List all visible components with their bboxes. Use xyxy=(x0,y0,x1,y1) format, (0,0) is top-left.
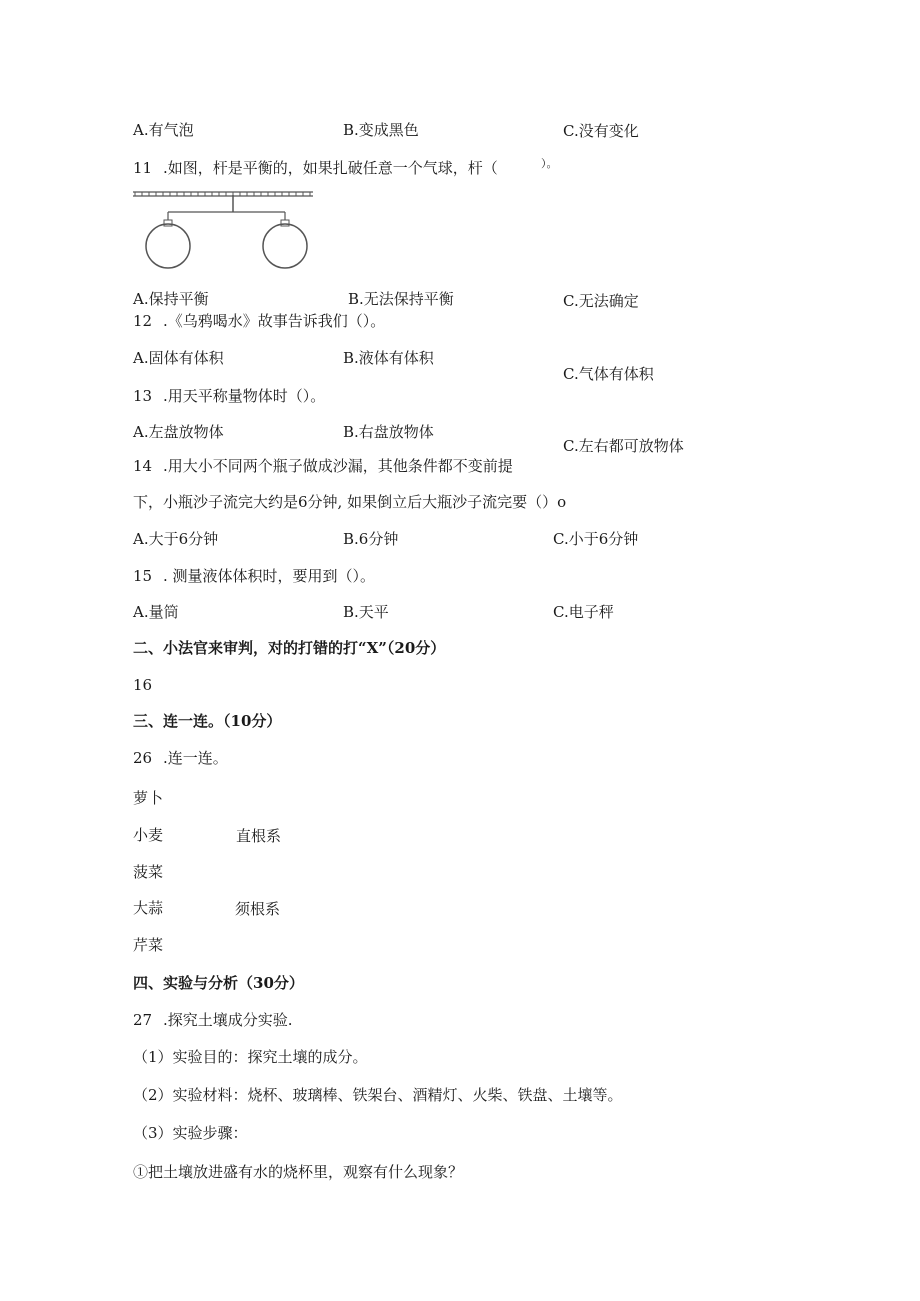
q13-option-c: C.左右都可放物体 xyxy=(563,437,684,455)
match-right-item: 须根系 xyxy=(235,900,281,918)
q12-option-a: A.固体有体积 xyxy=(133,349,224,367)
question-16-number: 16 xyxy=(133,676,153,694)
q15-option-a: A.量筒 xyxy=(133,603,179,621)
q15-option-c: C.电子秤 xyxy=(553,603,614,621)
q13-option-a: A.左盘放物体 xyxy=(133,423,224,441)
question-27-number: 27 xyxy=(133,1011,153,1029)
left-balloon-knot xyxy=(164,220,172,226)
q12-option-c: C.气体有体积 xyxy=(563,365,654,383)
match-left-item: 小麦 xyxy=(133,826,164,844)
question-27-text: .探究土壤成分实验. xyxy=(163,1011,293,1029)
match-left-item: 大蒜 xyxy=(133,899,164,917)
match-left-item: 萝卜 xyxy=(133,789,164,807)
q10-option-b: B.变成黑色 xyxy=(343,121,419,139)
right-balloon xyxy=(263,224,307,268)
left-balloon xyxy=(146,224,190,268)
question-12-number: 12 xyxy=(133,312,153,330)
question-15-number: 15 xyxy=(133,567,153,585)
q14-option-a: A.大于6分钟 xyxy=(133,530,219,548)
question-11-text: .如图，杆是平衡的，如果扎破任意一个气球，杆（ xyxy=(163,159,498,177)
section-2-heading: 二、小法官来审判，对的打错的打“X”（20分） xyxy=(133,639,446,657)
match-left-item: 芹菜 xyxy=(133,936,164,954)
question-26-number: 26 xyxy=(133,749,153,767)
experiment-line: ①把土壤放进盛有水的烧杯里，观察有什么现象？ xyxy=(133,1163,464,1181)
q14-option-c: C.小于6分钟 xyxy=(553,530,639,548)
lever-bar xyxy=(133,192,313,196)
right-balloon-knot xyxy=(281,220,289,226)
section-3-heading: 三、连一连。（10分） xyxy=(133,712,282,730)
question-13-number: 13 xyxy=(133,387,153,405)
match-right-item: 直根系 xyxy=(236,827,282,845)
question-14-text-line2: 下，小瓶沙子流完大约是6分钟, 如果倒立后大瓶沙子流完要（）o xyxy=(133,493,567,511)
q11-option-c: C.无法确定 xyxy=(563,292,639,310)
question-13-text: .用天平称量物体时（）。 xyxy=(163,387,326,405)
question-26-text: .连一连。 xyxy=(163,749,228,767)
experiment-line: （3）实验步骤： xyxy=(133,1124,248,1142)
question-12-text: .《乌鸦喝水》故事告诉我们（）。 xyxy=(163,312,386,330)
question-14-text-line1: .用大小不同两个瓶子做成沙漏，其他条件都不变前提 xyxy=(163,457,513,475)
q13-option-b: B.右盘放物体 xyxy=(343,423,434,441)
balance-balloon-diagram xyxy=(133,185,313,273)
experiment-line: （2）实验材料：烧杯、玻璃棒、铁架台、酒精灯、火柴、铁盘、土壤等。 xyxy=(133,1086,623,1104)
experiment-line: （1）实验目的：探究土壤的成分。 xyxy=(133,1048,368,1066)
question-11-number: 11 xyxy=(133,159,153,177)
question-15-text: . 测量液体体积时，要用到（）。 xyxy=(163,567,376,585)
q15-option-b: B.天平 xyxy=(343,603,389,621)
match-left-item: 菠菜 xyxy=(133,863,164,881)
q12-option-b: B.液体有体积 xyxy=(343,349,434,367)
section-4-heading: 四、实验与分析（30分） xyxy=(133,974,304,992)
q14-option-b: B.6分钟 xyxy=(343,530,399,548)
question-11-close: ）。 xyxy=(541,157,558,170)
question-14-number: 14 xyxy=(133,457,153,475)
q11-option-a: A.保持平衡 xyxy=(133,290,209,308)
q10-option-c: C.没有变化 xyxy=(563,122,639,140)
q11-option-b: B.无法保持平衡 xyxy=(348,290,454,308)
q10-option-a: A.有气泡 xyxy=(133,121,194,139)
